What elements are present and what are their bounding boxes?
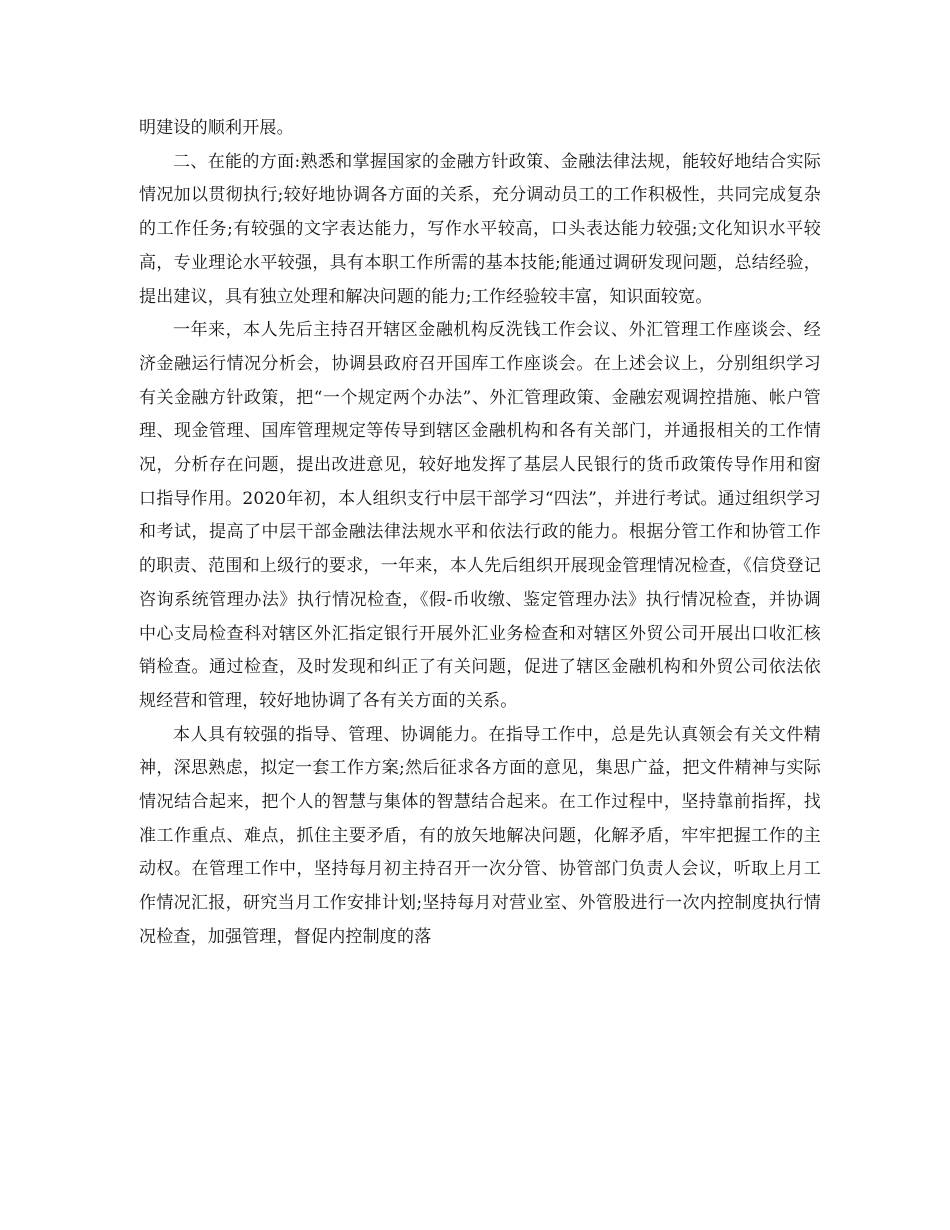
paragraph-management-ability: 本人具有较强的指导、管理、协调能力。在指导工作中，总是先认真领会有关文件精神，深思熟虑，拟定一套工作方案;然后征求各方面的意见，集思广益，把文件精神与实际情况结合起来，把个人的智慧与集体的智慧结合起来。在工作过程中，坚持靠前指挥，找准工作重点、难点，抓住主要矛盾，有的放矢地解决问题，化解矛盾，牢牢把握工作的主动权。在管理工作中，坚持每月初主持召开一次分管、协管部门负责人会议，听取上月工作情况汇报，研究当月工作安排计划;坚持每月对营业室、外管股进行一次内控制度执行情况检查，加强管理，督促内控制度的落 xyxy=(139,724,821,947)
paragraph-continued-text: 明建设的顺利开展。 xyxy=(139,118,294,138)
document-body xyxy=(139,112,821,955)
paragraph-ability-overview: 二、在能的方面:熟悉和掌握国家的金融方针政策、金融法律法规，能较好地结合实际情况加以贯彻执行;较好地协调各方面的关系，充分调动员工的工作积极性，共同完成复杂的工作任务;有较强的文字表达能力，写作水平较高，口头表达能力较强;文化知识水平较高，专业理论水平较强，具有本职工作所需的基本技能;能通过调研发现问题，总结经验，提出建议，具有独立处理和解决问题的能力;工作经验较丰富，知识面较宽。 xyxy=(139,151,821,307)
paragraph-year-work-summary: 一年来，本人先后主持召开辖区金融机构反洗钱工作会议、外汇管理工作座谈会、经济金融运行情况分析会，协调县政府召开国库工作座谈会。在上述会议上，分别组织学习有关金融方针政策，把“一个规定两个办法”、外汇管理政策、金融宏观调控措施、帐户管理、现金管理、国库管理规定等传导到辖区金融机构和各有关部门，并通报相关的工作情况，分析存在问题，提出改进意见，较好地发挥了基层人民银行的货币政策传导作用和窗口指导作用。2020年初，本人组织支行中层干部学习“四法”，并进行考试。通过组织学习和考试，提高了中层干部金融法律法规水平和依法行政的能力。根据分管工作和协管工作的职责、范围和上级行的要求，一年来，本人先后组织开展现金管理情况检查，《信贷登记咨询系统管理办法》执行情况检查，《假-币收缴、鉴定管理办法》执行情况检查，并协调中心支局检查科对辖区外汇指定银行开展外汇业务检查和对辖区外贸公司开展出口收汇核销检查。通过检查，及时发现和纠正了有关问题，促进了辖区金融机构和外贸公司依法依规经营和管理，较好地协调了各有关方面的关系。 xyxy=(139,320,821,711)
